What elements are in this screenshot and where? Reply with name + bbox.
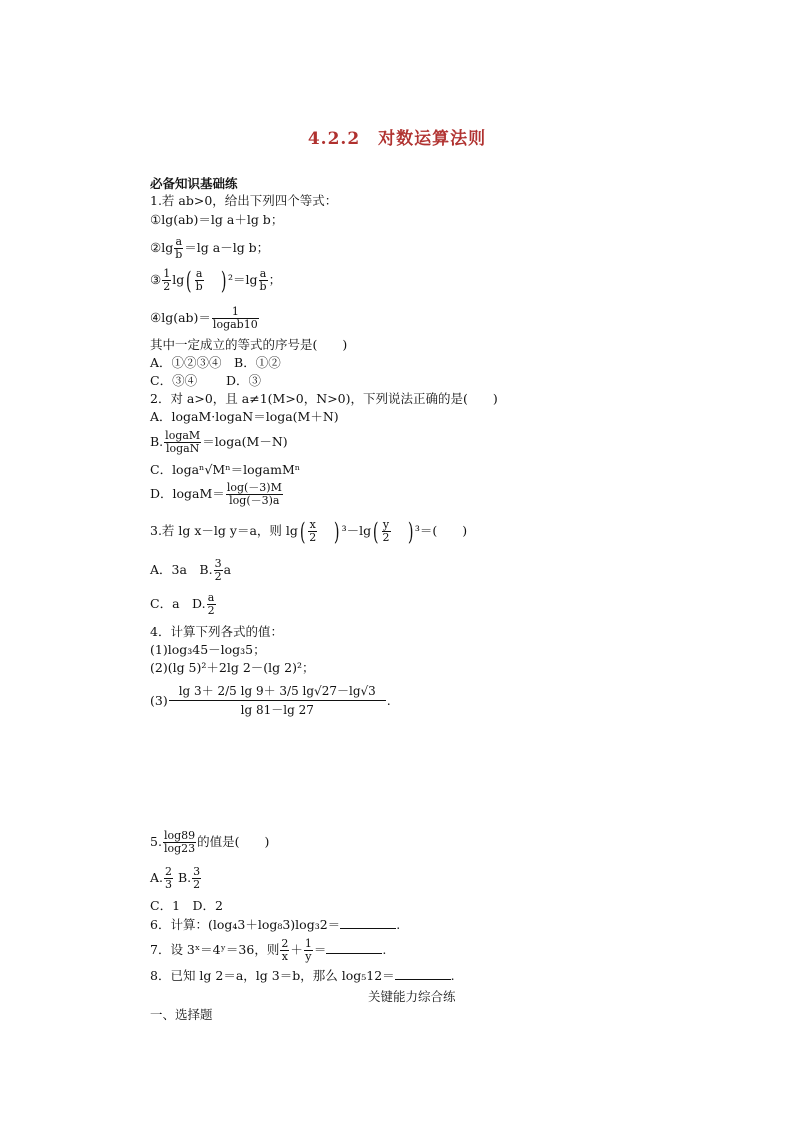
- fraction: $\frac{\log(-3)M}{\log(-3)a}$: [226, 481, 282, 507]
- q1-eq2: ②lg $\frac{a}{b}$ ＝lg a－lg b；: [150, 235, 270, 261]
- q4-part3: (3) $\frac{\lg 3+ 2/5 \lg 9+ 3/5 \lg√27-\lg√3}{\lg 81-\lg 27}$ .: [150, 684, 391, 717]
- q8: 8．已知 lg 2＝a，lg 3＝b，那么 log₅12＝ .: [150, 968, 455, 983]
- q3-options-cd: C．a D. $\frac{a}{2}$: [150, 591, 215, 617]
- fraction: $\frac{\lg 3+ 2/5 \lg 9+ 3/5 \lg√27-\lg√3}{\lg 81-\lg 27}$: [169, 682, 386, 719]
- q2-stem: 2．对 a>0，且 a≠1(M>0，N>0)，下列说法正确的是( ): [150, 391, 498, 406]
- q1-options-cd: C．③④ D．③: [150, 373, 262, 388]
- q6: 6．计算：(log₄3＋log₈3)log₃2＝ .: [150, 917, 401, 932]
- fraction: $\frac{\text{logaM}}{\text{logaN}}$: [165, 429, 201, 455]
- q7: 7．设 3ˣ＝4ʸ＝36，则 $\frac{2}{x}$ ＋ $\frac{1}{y}$ ＝ .: [150, 937, 387, 963]
- fraction: $\frac{2}{x}$: [281, 937, 289, 963]
- q3-stem: 3.若 lg x－lg y＝a，则 lg( $\frac{x}{2}$ ) ³－lg( $\frac{y}{2}$ ) ³＝( ): [150, 517, 468, 546]
- fraction: $\frac{y}{2}$: [382, 518, 390, 544]
- q4-part2: (2)(lg 5)²＋2lg 2－(lg 2)²；: [150, 660, 315, 675]
- fraction: $\frac{a}{b}$: [175, 235, 183, 261]
- fraction: $\frac{a}{b}$: [195, 267, 203, 293]
- fraction: $\frac{a}{2}$: [207, 591, 215, 617]
- fraction: $\frac{x}{2}$: [309, 518, 317, 544]
- fraction: $\frac{1}{2}$: [163, 267, 171, 293]
- fraction: $\frac{3}{2}$: [193, 865, 201, 891]
- q4-stem: 4．计算下列各式的值：: [150, 624, 283, 639]
- q1-stem: 1.若 ab>0，给出下列四个等式：: [150, 193, 338, 208]
- q1-ask: 其中一定成立的等式的序号是( ): [150, 337, 348, 352]
- answer-blank: [395, 969, 451, 980]
- q2-option-c: C．logaⁿ√Mⁿ＝logamMⁿ: [150, 462, 301, 477]
- fraction: $\frac{3}{2}$: [214, 557, 222, 583]
- fraction: $\frac{\log 89}{\log 23}$: [163, 829, 196, 855]
- answer-blank: [326, 943, 382, 954]
- q2-option-a: A．logaM·logaN＝loga(M＋N): [150, 409, 339, 424]
- section-heading-key-ability: 关键能力综合练: [368, 989, 456, 1004]
- fraction: $\frac{1}{y}$: [304, 937, 312, 963]
- q5-stem: 5. $\frac{\log 89}{\log 23}$ 的值是( ): [150, 829, 270, 855]
- page-title: 4.2.2 对数运算法则: [307, 129, 487, 149]
- q1-eq1: ①lg(ab)＝lg a＋lg b；: [150, 212, 284, 227]
- fraction: $\frac{1}{\text{logab10}}$: [212, 305, 258, 331]
- fraction: $\frac{a}{b}$: [259, 267, 267, 293]
- q2-option-d: D．logaM＝ $\frac{\log(-3)M}{\log(-3)a}$: [150, 481, 282, 507]
- q5-options-ab: A. $\frac{2}{3}$ B. $\frac{3}{2}$: [150, 865, 201, 891]
- fraction: $\frac{2}{3}$: [165, 865, 173, 891]
- q2-option-b: B. $\frac{\text{logaM}}{\text{logaN}}$ ＝loga(M－N): [150, 429, 288, 455]
- q4-part1: (1)log₃45－log₃5；: [150, 642, 266, 657]
- q3-options-ab: A．3a B. $\frac{3}{2}$ a: [150, 557, 232, 583]
- answer-blank: [340, 918, 396, 929]
- q1-eq4: ④lg(ab)＝ $\frac{1}{\text{logab10}}$: [150, 305, 258, 331]
- q1-options-ab: A．①②③④ B．①②: [150, 355, 281, 370]
- q5-options-cd: C．1 D．2: [150, 898, 223, 913]
- section-heading-choice: 一、选择题: [150, 1007, 213, 1022]
- section-heading-basic: 必备知识基础练: [150, 176, 238, 191]
- q1-eq3: ③ $\frac{1}{2}$ lg( $\frac{a}{b}$ ) ²＝lg $\frac{a}{b}$ ；: [150, 266, 282, 295]
